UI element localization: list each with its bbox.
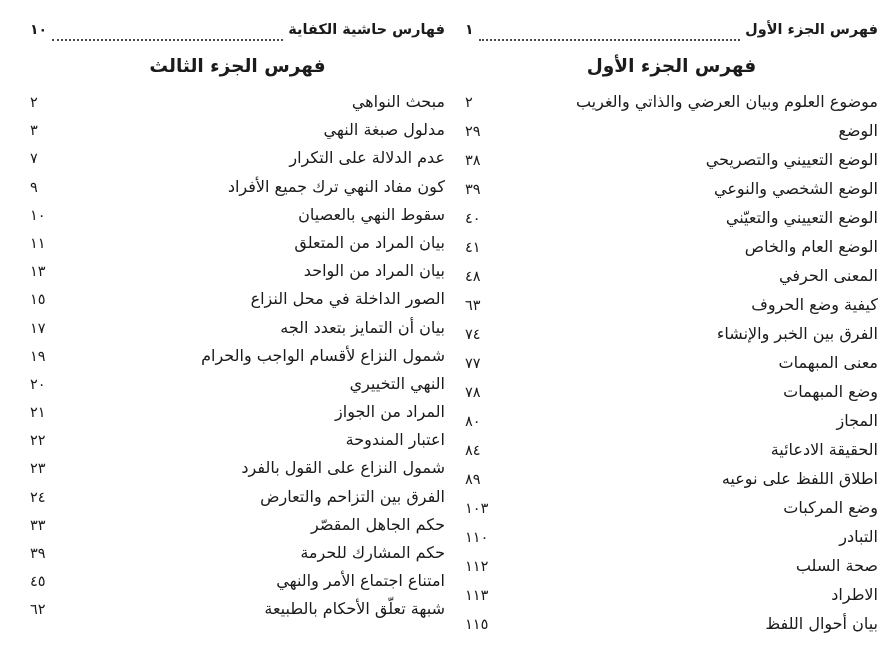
entry-page-number: ٧٨	[465, 385, 481, 401]
toc-entry	[30, 458, 445, 486]
entry-page-number: ٣٣	[30, 517, 46, 534]
entry-title: حكم الجاهل المقصّر	[311, 514, 445, 534]
running-head-page-number: ١٠	[30, 22, 48, 38]
toc-entry	[30, 233, 445, 261]
toc-entry	[465, 614, 878, 643]
entry-title: وضع المبهمات	[783, 382, 878, 401]
running-head-page-number: ١	[465, 22, 474, 38]
toc-entry	[30, 515, 445, 543]
entry-title: اعتبار المندوحة	[345, 430, 445, 450]
toc-entry	[465, 208, 878, 237]
toc-entry	[30, 374, 445, 402]
entry-title: اطلاق اللفظ على نوعيه	[721, 469, 878, 488]
entry-title: شمول النزاع على القول بالفرد	[241, 458, 445, 478]
entry-title: سقوط النهي بالعصيان	[298, 204, 445, 224]
entry-title: النهي التخييري	[349, 373, 445, 393]
running-head-right	[465, 22, 878, 44]
entry-title: وضع المركبات	[783, 498, 878, 517]
entry-title: الفرق بين الخبر والإنشاء	[716, 324, 878, 343]
toc-entry	[30, 599, 445, 627]
entry-page-number: ١٣	[30, 264, 46, 281]
entry-title: الصور الداخلة في محل النزاع	[250, 289, 445, 309]
entry-title: مبحث النواهي	[351, 92, 445, 111]
entry-page-number: ٨٠	[465, 414, 481, 430]
entry-title: امتناع اجتماع الأمر والنهي	[276, 571, 445, 591]
entry-title: بيان المراد من الواحد	[303, 261, 445, 281]
entry-title: المراد من الجواز	[335, 402, 445, 422]
toc-entry	[30, 261, 445, 289]
toc-entry	[30, 571, 445, 599]
entry-page-number: ٧٧	[465, 356, 481, 372]
entry-title: بيان أن التمايز بتعدد الجه	[280, 317, 445, 337]
entry-page-number: ٤٠	[465, 211, 481, 227]
page-right	[465, 22, 878, 643]
entry-page-number: ٢	[30, 95, 38, 111]
toc-entry	[465, 382, 878, 411]
page-left	[30, 22, 445, 628]
entry-page-number: ١٠٣	[465, 501, 489, 517]
toc-entry	[465, 556, 878, 585]
toc-list-right	[465, 92, 878, 643]
entry-page-number: ٣٩	[465, 182, 481, 198]
entry-page-number: ٢	[465, 95, 473, 111]
toc-entry	[465, 295, 878, 324]
toc-entry	[30, 318, 445, 346]
toc-entry	[465, 411, 878, 440]
section-title-left: فهرس الجزء الثالث	[149, 56, 326, 77]
toc-entry	[465, 266, 878, 295]
entry-title: الحقيقة الادعائية	[770, 440, 878, 459]
toc-entry	[465, 150, 878, 179]
entry-page-number: ١٧	[30, 320, 46, 337]
entry-title: المعنى الحرفي	[779, 266, 878, 285]
toc-entry	[30, 148, 445, 176]
toc-entry	[465, 527, 878, 556]
running-head-title: فهارس حاشية الكفاية	[288, 22, 445, 38]
entry-page-number: ٤٥	[30, 574, 46, 591]
entry-page-number: ٢٩	[465, 124, 481, 140]
toc-entry	[30, 543, 445, 571]
toc-entry	[30, 346, 445, 374]
entry-title: الفرق بين التزاحم والتعارض	[260, 486, 445, 506]
entry-page-number: ٢٤	[30, 489, 46, 506]
toc-entry	[465, 585, 878, 614]
entry-title: الوضع العام والخاص	[744, 237, 878, 256]
toc-list-left	[30, 92, 445, 628]
entry-page-number: ٣٨	[465, 153, 481, 169]
entry-page-number: ١١	[30, 235, 46, 252]
entry-page-number: ١٠	[30, 207, 46, 224]
entry-title: شمول النزاع لأقسام الواجب والحرام	[201, 345, 445, 365]
toc-entry	[30, 289, 445, 317]
entry-page-number: ٤٨	[465, 269, 481, 285]
entry-title: بيان أحوال اللفظ	[765, 614, 878, 633]
entry-page-number: ٢٢	[30, 433, 46, 450]
entry-page-number: ١١٠	[465, 530, 489, 546]
toc-entry	[465, 469, 878, 498]
entry-title: عدم الدلالة على التكرار	[289, 148, 445, 168]
toc-entry	[465, 179, 878, 208]
entry-page-number: ٧	[30, 151, 38, 168]
entry-title: كون مفاد النهي ترك جميع الأفراد	[227, 176, 445, 196]
entry-title: التبادر	[839, 527, 878, 546]
entry-page-number: ١٥	[30, 292, 46, 309]
toc-entry	[465, 237, 878, 266]
entry-page-number: ١٩	[30, 348, 46, 365]
entry-page-number: ٦٢	[30, 602, 46, 619]
entry-page-number: ٨٩	[465, 472, 481, 488]
entry-title: بيان المراد من المتعلق	[294, 232, 445, 252]
toc-entry	[465, 440, 878, 469]
toc-entry	[30, 177, 445, 205]
toc-entry	[465, 121, 878, 150]
dotted-leader	[479, 39, 741, 41]
entry-page-number: ٣	[30, 123, 38, 140]
entry-page-number: ٨٤	[465, 443, 481, 459]
section-title-right: فهرس الجزء الأول	[586, 56, 757, 77]
toc-entry	[465, 324, 878, 353]
toc-entry	[30, 92, 445, 120]
toc-entry	[30, 402, 445, 430]
entry-title: مدلول صبغة النهي	[323, 120, 445, 140]
toc-entry	[465, 353, 878, 382]
entry-page-number: ١١٣	[465, 588, 489, 604]
entry-page-number: ٢٣	[30, 461, 46, 478]
running-head-title: فهرس الجزء الأول	[745, 22, 878, 38]
entry-title: الوضع الشخصي والنوعي	[713, 179, 878, 198]
entry-title: الوضع	[838, 121, 878, 140]
entry-title: موضوع العلوم وبيان العرضي والذاتي والغريب	[575, 92, 878, 111]
entry-page-number: ٣٩	[30, 546, 46, 562]
entry-title: الاطراد	[831, 585, 878, 604]
entry-title: المجاز	[836, 411, 878, 430]
entry-title: شبهة تعلّق الأحكام بالطبيعة	[264, 599, 445, 619]
entry-title: الوضع التعييني والتعيّني	[725, 208, 878, 227]
entry-title: الوضع التعييني والتصريحي	[705, 150, 878, 169]
entry-page-number: ١١٢	[465, 559, 489, 575]
entry-page-number: ٢١	[30, 405, 46, 422]
entry-page-number: ٤١	[465, 240, 481, 256]
toc-entry	[465, 498, 878, 527]
dotted-leader	[52, 39, 283, 41]
entry-title: صحة السلب	[795, 556, 878, 575]
toc-entry	[30, 487, 445, 515]
entry-title: حكم المشارك للحرمة	[300, 543, 445, 562]
toc-entry	[30, 430, 445, 458]
entry-page-number: ٢٠	[30, 376, 46, 393]
entry-title: كيفية وضع الحروف	[751, 295, 878, 314]
entry-page-number: ١١٥	[465, 617, 489, 633]
toc-entry	[30, 120, 445, 148]
toc-entry	[465, 92, 878, 121]
toc-entry	[30, 205, 445, 233]
entry-page-number: ٦٣	[465, 298, 481, 314]
running-head-left	[30, 22, 445, 44]
entry-title: معنى المبهمات	[778, 353, 878, 372]
entry-page-number: ٧٤	[465, 327, 481, 343]
entry-page-number: ٩	[30, 179, 38, 196]
